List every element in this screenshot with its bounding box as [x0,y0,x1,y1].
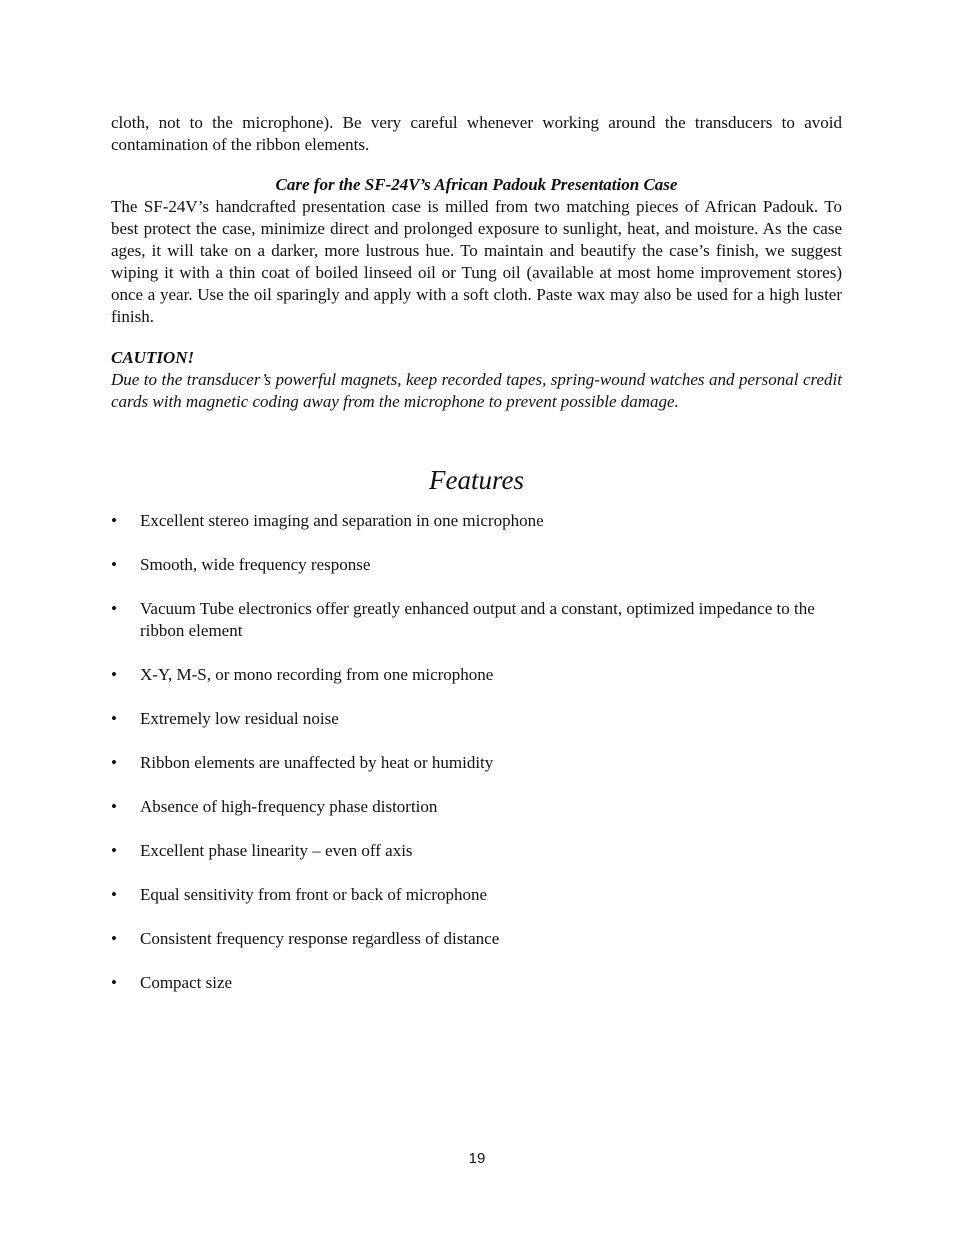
feature-item [111,708,842,730]
caution-title: CAUTION! [111,348,195,367]
care-section-heading: Care for the SF-24V’s African Padouk Presentation Case [275,175,678,194]
bullet-icon: • [111,885,117,904]
feature-text: Excellent stereo imaging and separation in one microphone [140,511,544,530]
bullet-icon: • [111,841,117,860]
feature-text: Smooth, wide frequency response [140,555,371,574]
feature-text: Equal sensitivity from front or back of microphone [140,885,487,904]
feature-text: Vacuum Tube electronics offer greatly enhanced output and a constant, optimized impedance to the ribbon element [140,599,815,640]
feature-text: Excellent phase linearity – even off axis [140,841,413,860]
feature-text: Extremely low residual noise [140,709,339,728]
caution-body: Due to the transducer’s powerful magnets, keep recorded tapes, spring-wound watches and personal credit cards with magnetic coding away from the microphone to prevent possible damage. [111,370,842,411]
features-title: Features [429,465,524,495]
feature-item [111,796,842,818]
feature-item [111,510,842,532]
bullet-icon: • [111,973,117,992]
feature-item [111,840,842,862]
feature-item [111,752,842,774]
care-section-body: The SF-24V’s handcrafted presentation case is milled from two matching pieces of African Padouk. To best protect the case, minimize direct and prolonged exposure to sunlight, heat, and moisture. As the case ages, it will take on a darker, more lustrous hue. To maintain and beautify the case’s finish, we suggest wiping it with a thin coat of boiled linseed oil or Tung oil (available at most home improvement stores) once a year. Use the oil sparingly and apply with a soft cloth. Paste wax may also be used for a high luster finish. [111,197,842,326]
bullet-icon: • [111,709,117,728]
bullet-icon: • [111,929,117,948]
feature-item [111,884,842,906]
feature-text: Consistent frequency response regardless of distance [140,929,500,948]
intro-paragraph: cloth, not to the microphone). Be very careful whenever working around the transducers to avoid contamination of the ribbon elements. [111,113,842,154]
bullet-icon: • [111,555,117,574]
feature-text: Absence of high-frequency phase distortion [140,797,438,816]
bullet-icon: • [111,797,117,816]
feature-item [111,972,842,994]
bullet-icon: • [111,599,117,618]
document-page [111,112,842,1016]
bullet-icon: • [111,665,117,684]
feature-item [111,598,842,642]
feature-text: X-Y, M-S, or mono recording from one microphone [140,665,494,684]
bullet-icon: • [111,511,117,530]
bullet-icon: • [111,753,117,772]
feature-item [111,928,842,950]
page-number: 19 [468,1150,486,1167]
feature-item [111,554,842,576]
features-list [111,510,842,994]
feature-text: Compact size [140,973,233,992]
feature-text: Ribbon elements are unaffected by heat or humidity [140,753,494,772]
feature-item [111,664,842,686]
